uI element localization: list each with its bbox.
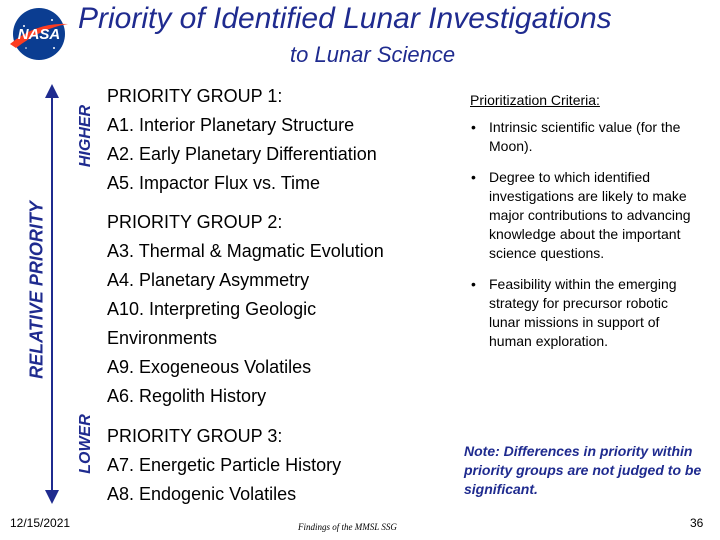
group-heading: PRIORITY GROUP 2: — [107, 212, 283, 232]
criteria-text: Feasibility within the emerging strategy for precursor robotic lunar missions in support of human exploration. — [489, 276, 677, 349]
priority-group-1 — [107, 82, 377, 198]
nasa-logo-text: NASA — [17, 26, 61, 43]
bullet-icon: • — [471, 276, 476, 292]
prioritization-criteria — [458, 92, 698, 363]
criteria-heading: Prioritization Criteria: — [470, 92, 600, 108]
group-item: Environments — [107, 328, 218, 348]
priority-group-3 — [107, 422, 341, 509]
priority-group-2 — [107, 208, 384, 411]
group-item: A10. Interpreting Geologic — [107, 299, 317, 319]
page-title: Priority of Identified Lunar Investigations — [78, 2, 612, 35]
criteria-text: Intrinsic scientific value (for the Moon). — [489, 119, 681, 154]
nasa-logo — [6, 6, 72, 62]
bullet-icon: • — [471, 169, 476, 185]
group-item: A4. Planetary Asymmetry — [107, 270, 310, 290]
group-item: A8. Endogenic Volatiles — [107, 484, 297, 504]
footer-date: 12/15/2021 — [10, 516, 71, 530]
page-number: 36 — [690, 516, 704, 530]
relative-priority-label: RELATIVE PRIORITY — [26, 201, 47, 379]
group-item: A3. Thermal & Magmatic Evolution — [107, 241, 384, 261]
footer-source: Findings of the MMSL SSG — [298, 522, 397, 532]
higher-label: HIGHER — [77, 104, 94, 168]
group-item: A2. Early Planetary Differentiation — [107, 144, 377, 164]
note: Note: Differences in priority within priority groups are not judged to be significant. — [464, 443, 702, 497]
bullet-icon: • — [471, 119, 476, 135]
lower-label: LOWER — [77, 414, 94, 474]
criteria-item — [458, 275, 698, 351]
group-heading: PRIORITY GROUP 3: — [107, 426, 283, 446]
group-item: A9. Exogeneous Volatiles — [107, 357, 312, 377]
criteria-text: Degree to which identified investigations are likely to make major contributions to advancing knowledge about the important science questions. — [489, 169, 691, 261]
group-heading: PRIORITY GROUP 1: — [107, 86, 283, 106]
group-item: A7. Energetic Particle History — [107, 455, 342, 475]
criteria-item — [458, 118, 698, 156]
group-item: A1. Interior Planetary Structure — [107, 115, 355, 135]
group-item: A5. Impactor Flux vs. Time — [107, 173, 321, 193]
criteria-item — [458, 168, 698, 263]
group-item: A6. Regolith History — [107, 386, 267, 406]
page-subtitle: to Lunar Science — [290, 42, 456, 67]
